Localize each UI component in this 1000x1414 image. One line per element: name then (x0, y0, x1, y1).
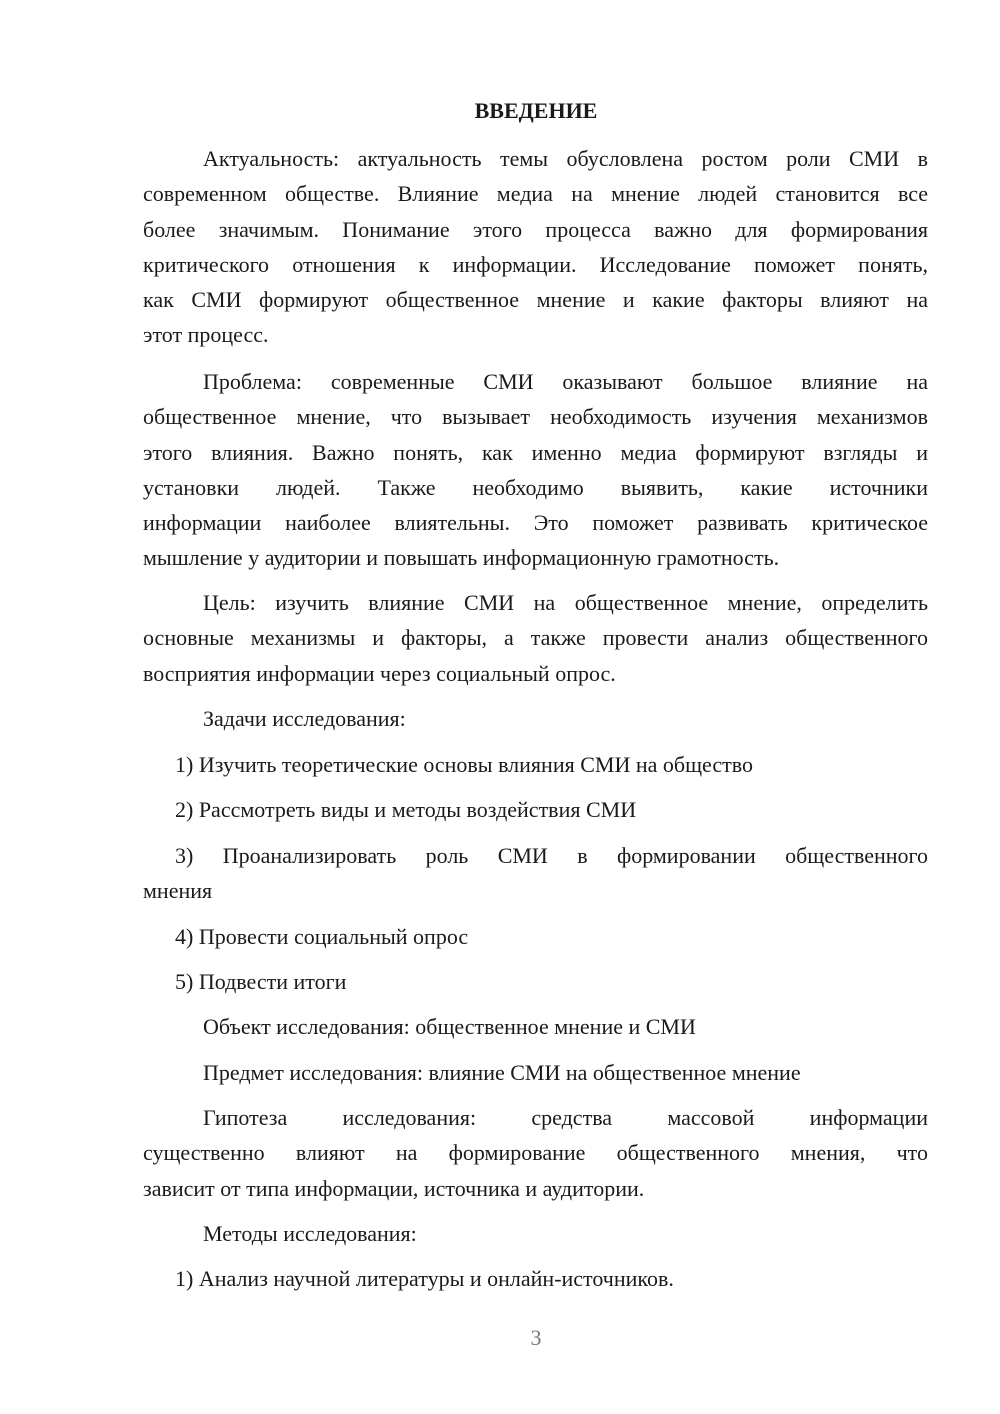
research-object-text: Объект исследования: общественное мнение и СМИ (203, 1014, 696, 1039)
paragraph-line: Проблема: современные СМИ оказывают большое влияние на (203, 369, 928, 394)
paragraph-line: более значимым. Понимание этого процесса важно для формирования (143, 216, 928, 242)
task-item (143, 792, 928, 827)
paragraph-line: общественное мнение, что вызывает необходимость изучения механизмов (143, 404, 928, 430)
method-text: 1) Анализ научной литературы и онлайн-источников. (175, 1266, 674, 1291)
paragraph-line: как СМИ формируют общественное мнение и какие факторы влияют на (143, 287, 928, 313)
research-subject (143, 1055, 928, 1090)
research-object (143, 1009, 928, 1044)
tasks-heading: Задачи исследования: (203, 706, 406, 731)
hypothesis-paragraph (143, 1100, 928, 1206)
task-item (143, 747, 928, 782)
paragraph-line: основные механизмы и факторы, а также провести анализ общественного (143, 625, 928, 651)
goal-paragraph (143, 585, 928, 691)
research-subject-text: Предмет исследования: влияние СМИ на общественное мнение (203, 1060, 801, 1085)
task-text: 1) Изучить теоретические основы влияния СМИ на общество (175, 752, 753, 777)
paragraph-line: мышление у аудитории и повышать информационную грамотность. (143, 545, 780, 571)
tasks-heading-block (143, 701, 928, 736)
task-item (143, 838, 928, 909)
paragraph-line: Цель: изучить влияние СМИ на общественное мнение, определить (203, 590, 928, 615)
paragraph-line: информации наиболее влиятельны. Это поможет развивать критическое (143, 510, 928, 536)
paragraph-line: зависит от типа информации, источника и аудитории. (143, 1175, 645, 1201)
paragraph-line: Гипотеза исследования: средства массовой информации (203, 1105, 928, 1130)
paragraph-line: этого влияния. Важно понять, как именно медиа формируют взгляды и (143, 439, 928, 465)
task-text: мнения (143, 878, 213, 904)
paragraph-line: установки людей. Также необходимо выявить, какие источники (143, 474, 928, 500)
paragraph-line: существенно влияют на формирование общественного мнения, что (143, 1140, 928, 1166)
paragraph-line: восприятия информации через социальный опрос. (143, 660, 616, 686)
relevance-paragraph (143, 141, 928, 353)
section-heading: ВВЕДЕНИЕ (474, 98, 598, 123)
task-item (143, 919, 928, 954)
methods-heading-block (143, 1216, 928, 1251)
task-text: 2) Рассмотреть виды и методы воздействия СМИ (175, 797, 637, 822)
task-text: 4) Провести социальный опрос (175, 924, 469, 949)
task-text: 5) Подвести итоги (175, 969, 347, 994)
paragraph-line: Актуальность: актуальность темы обусловлена ростом роли СМИ в (203, 146, 928, 171)
methods-heading: Методы исследования: (203, 1221, 417, 1246)
method-item (143, 1261, 928, 1296)
problem-paragraph (143, 364, 928, 576)
task-item (143, 964, 928, 999)
page-number: 3 (530, 1325, 542, 1350)
task-text: 3) Проанализировать роль СМИ в формировании общественного (175, 843, 928, 868)
paragraph-line: этот процесс. (143, 322, 269, 348)
paragraph-line: критического отношения к информации. Исследование поможет понять, (143, 251, 928, 277)
paragraph-line: современном обществе. Влияние медиа на мнение людей становится все (143, 181, 928, 207)
